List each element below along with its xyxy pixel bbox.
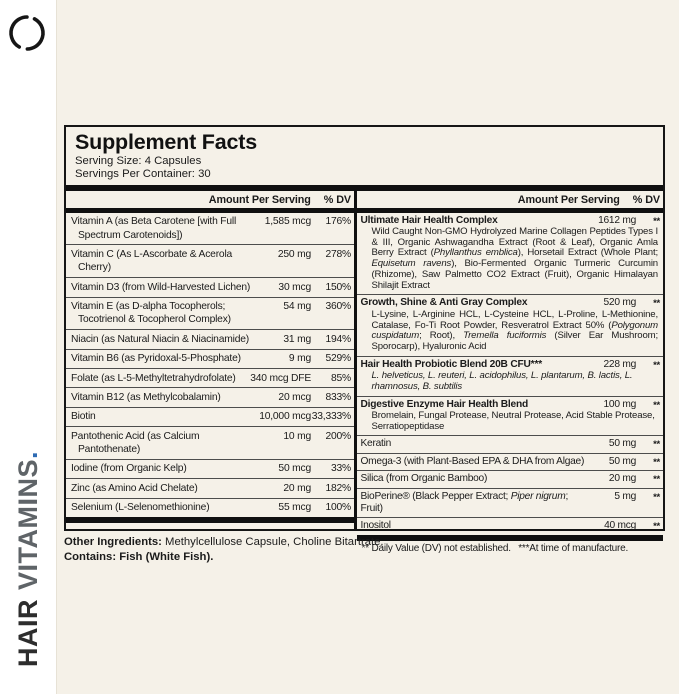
table-row	[357, 213, 664, 295]
ingredient-dv: **	[653, 215, 660, 227]
left-margin-strip	[0, 0, 57, 694]
ingredient-name: Silica (from Organic Bamboo)	[360, 473, 488, 485]
ingredient-amount: 50 mg	[608, 455, 636, 467]
column-header	[66, 191, 354, 208]
percent-dv-header: % DV	[632, 193, 660, 206]
ingredient-name: Niacin (as Natural Niacin & Niacinamide)	[71, 333, 249, 345]
amount-per-serving-header: Amount Per Serving	[517, 193, 620, 206]
table-row	[66, 297, 354, 330]
ingredient-amount: 20 mg	[608, 473, 636, 485]
ingredient-amount: 10,000 mcg	[259, 411, 311, 423]
table-row	[357, 470, 664, 487]
table-row	[66, 329, 354, 348]
table-row	[66, 213, 354, 245]
table-row	[66, 387, 354, 406]
ingredient-amount: 228 mg	[603, 358, 636, 370]
ingredient-amount: 1,585 mcg	[264, 216, 311, 228]
ingredient-name: BioPerine® (Black Pepper Extract; Piper nigrum; Fruit)	[360, 490, 569, 514]
table-row	[66, 478, 354, 497]
table-row	[66, 459, 354, 478]
ingredient-amount: 20 mcg	[278, 391, 311, 403]
ingredient-name: Zinc (as Amino Acid Chelate)	[71, 482, 198, 494]
brand-vertical-label	[13, 451, 44, 667]
table-row	[357, 517, 664, 534]
table-row	[66, 277, 354, 296]
ingredient-name: Keratin	[360, 438, 392, 450]
ingredient-name: Ultimate Hair Health Complex	[360, 214, 498, 226]
ingredient-amount: 40 mcg	[604, 520, 636, 532]
ingredient-name: Inositol	[360, 520, 391, 532]
ingredient-dv: 529%	[325, 353, 351, 365]
ingredient-name: Vitamin D3 (from Wild-Harvested Lichen)	[71, 281, 251, 293]
broken-circle-logo-icon	[7, 13, 47, 53]
ingredient-sublist: L-Lysine, L-Arginine HCL, L-Cysteine HCL, L-Proline, L-Methionine, Catalase, Fo-Ti Root Powder, Resveratrol Extract 50% (Polygonum cuspidatum; Root), Tremella fuciformis (Silver Ear Mushroom; Sporocarp), Hyaluronic Acid	[371, 308, 659, 353]
ingredient-dv: 278%	[325, 248, 351, 260]
ingredient-dv: **	[653, 456, 660, 468]
ingredient-name: Selenium (L-Selenomethionine)	[71, 502, 210, 514]
ingredient-name: Vitamin C (As L-Ascorbate & Acerola Cherry)	[71, 248, 233, 274]
ingredient-dv: **	[653, 491, 660, 503]
ingredient-dv: 182%	[325, 482, 351, 494]
table-row	[357, 488, 664, 517]
ingredient-dv: 200%	[325, 430, 351, 442]
ingredient-amount: 1612 mg	[598, 214, 636, 226]
table-row	[357, 356, 664, 396]
other-ingredients-text: Methylcellulose Capsule, Choline Bitartrate.	[161, 536, 384, 548]
ingredient-amount: 10 mg	[283, 430, 311, 442]
ingredient-dv: 150%	[325, 281, 351, 293]
ingredient-name: Biotin	[71, 411, 96, 423]
ingredient-dv: **	[653, 399, 660, 411]
ingredient-dv: 85%	[330, 372, 351, 384]
thick-divider-bar	[66, 517, 354, 523]
table-row	[357, 396, 664, 436]
ingredient-dv: **	[653, 439, 660, 451]
ingredient-dv: 100%	[325, 502, 351, 514]
ingredient-name: Hair Health Probiotic Blend 20B CFU***	[360, 358, 542, 370]
ingredient-name: Folate (as L-5-Methyltetrahydrofolate)	[71, 372, 236, 384]
ingredient-dv: 833%	[325, 391, 351, 403]
ingredient-name: Digestive Enzyme Hair Health Blend	[360, 398, 529, 410]
table-row	[66, 244, 354, 277]
ingredient-name: Omega-3 (with Plant-Based EPA & DHA from Algae)	[360, 455, 585, 467]
ingredient-name: Iodine (from Organic Kelp)	[71, 463, 187, 475]
table-row	[66, 349, 354, 368]
facts-column-right	[357, 191, 664, 554]
serving-size: Serving Size: 4 Capsules	[75, 154, 202, 167]
facts-column-left	[66, 191, 354, 529]
ingredient-sublist: Bromelain, Fungal Protease, Neutral Protease, Acid Stable Protease, Serratiopeptidase	[371, 410, 655, 432]
ingredient-dv: 33%	[330, 463, 351, 475]
table-row	[66, 498, 354, 517]
ingredient-amount: 9 mg	[288, 353, 311, 365]
brand-dot: .	[13, 450, 43, 459]
ingredient-name: Vitamin E (as D-alpha Tocopherols; Tocotrienol & Tocopherol Complex)	[71, 301, 231, 326]
ingredient-sublist: L. helveticus, L. reuteri, L. acidophilus, L. plantarum, B. lactis, L. rhamnosus, B. subtilis	[371, 370, 633, 392]
ingredient-dv: 176%	[325, 216, 351, 228]
servings-per-container: Servings Per Container: 30	[75, 168, 211, 181]
ingredient-dv: 194%	[325, 333, 351, 345]
ingredient-sublist: Wild Caught Non-GMO Hydrolyzed Marine Collagen Peptides Types I & III, Organic Ashwagandha Extract (Root & Leaf), Organic Amla Berry Extract (Phyllanthus emblica), Horsetail Extract (Whole Plant; Equisetum ravens), Bio-Fermented Organic Turmeric Curcumin (Rhizome), Saw Palmetto CO2 Extract (Fruit), Organic Himalayan Shilajit Extract	[371, 226, 658, 291]
label-bottom-text	[64, 535, 665, 564]
brand-word-hair: HAIR	[13, 599, 43, 667]
other-ingredients-label: Other Ingredients:	[64, 536, 162, 548]
ingredient-name: Pantothenic Acid (as Calcium Pantothenate)	[71, 430, 200, 455]
ingredient-amount: 5 mg	[614, 490, 636, 502]
ingredient-amount: 50 mcg	[278, 463, 311, 475]
ingredient-amount: 250 mg	[277, 248, 311, 260]
column-header	[357, 191, 664, 208]
contains-line: Contains: Fish (White Fish).	[64, 550, 214, 563]
ingredient-name: Vitamin A (as Beta Carotene [with Full Spectrum Carotenoids])	[71, 216, 237, 241]
ingredient-amount: 100 mg	[603, 398, 636, 410]
ingredient-amount: 55 mcg	[278, 502, 311, 514]
panel-header	[66, 127, 663, 185]
ingredient-dv: 33,333%	[311, 411, 351, 423]
ingredient-dv: **	[653, 521, 660, 533]
ingredient-dv: 360%	[325, 301, 351, 312]
panel-title: Supplement Facts	[75, 130, 257, 154]
table-row	[357, 435, 664, 452]
dv-footnote: ** Daily Value (DV) not established. ***At time of manufacture.	[361, 543, 629, 554]
table-row	[66, 426, 354, 459]
ingredient-amount: 54 mg	[283, 301, 311, 312]
ingredient-dv: **	[653, 298, 660, 310]
ingredient-dv: **	[653, 474, 660, 486]
ingredient-amount: 520 mg	[603, 297, 636, 309]
ingredient-amount: 20 mg	[283, 482, 311, 494]
left-ingredient-rows	[66, 213, 354, 517]
ingredient-name: Growth, Shine & Anti Gray Complex	[360, 297, 528, 309]
table-row	[357, 294, 664, 355]
ingredient-amount: 31 mg	[283, 333, 311, 345]
amount-per-serving-header: Amount Per Serving	[208, 193, 311, 206]
ingredient-amount: 340 mcg DFE	[250, 372, 311, 384]
table-row	[66, 407, 354, 426]
ingredient-amount: 50 mg	[608, 438, 636, 450]
ingredient-name: Vitamin B12 (as Methylcobalamin)	[71, 391, 221, 403]
ingredient-amount: 30 mcg	[278, 281, 311, 293]
brand-word-vitamins: VITAMINS	[13, 459, 43, 590]
table-row	[66, 368, 354, 387]
other-ingredients-line	[64, 535, 665, 550]
ingredient-name: Vitamin B6 (as Pyridoxal-5-Phosphate)	[71, 353, 241, 365]
percent-dv-header: % DV	[323, 193, 351, 206]
table-row	[357, 453, 664, 470]
right-ingredient-rows	[357, 213, 664, 535]
ingredient-dv: **	[653, 359, 660, 371]
